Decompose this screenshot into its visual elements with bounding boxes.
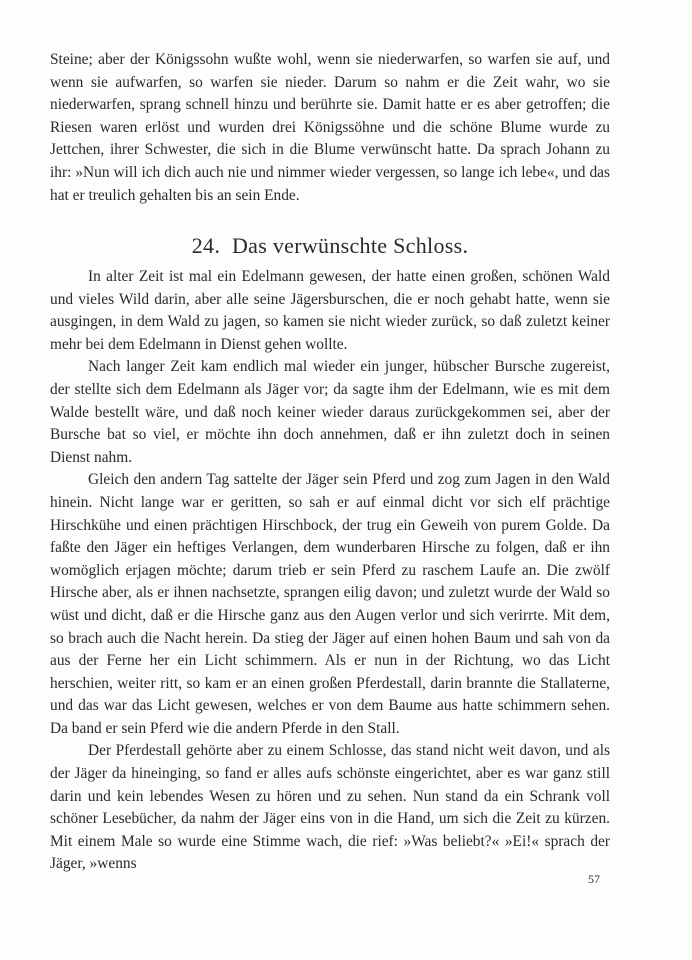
previous-story-ending: [50, 49, 610, 207]
paragraph: In alter Zeit ist mal ein Edelmann gewesen, der hatte einen großen, schönen Wald und vieles Wild darin, aber alle seine Jägersburschen, die er noch gehabt hatte, wenn sie ausgingen, in dem Wald zu jagen, so kamen sie nicht wieder zurück, so daß zuletzt keiner mehr bei dem Edelmann in Dienst gehen wollte.: [50, 268, 610, 353]
chapter-title: Das verwünschte Schloss.: [231, 233, 469, 258]
paragraph: Der Pferdestall gehörte aber zu einem Schlosse, das stand nicht weit davon, und als der Jäger da hineinging, so fand er alles aufs schönste eingerichtet, aber es war ganz still darin und kein lebendes Wesen zu hören und zu sehen. Nun stand da ein Schrank voll schöner Lesebücher, da nahm der Jäger eins von in die Hand, um sich die Zeit zu kürzen. Mit einem Male so wurde eine Stimme wach, die rief: »Was beliebt?« »Ei!« sprach der Jäger, »wenns: [50, 742, 610, 873]
page-number: 57: [588, 872, 600, 886]
paragraph: Steine; aber der Königssohn wußte wohl, wenn sie niederwarfen, so warfen sie auf, und wenn sie aufwarfen, so warfen sie nieder. Darum so nahm er die Zeit wahr, wo sie niederwarfen, sprang schnell hinzu und berührte sie. Damit hatte er es aber getroffen; die Riesen waren erlöst und wurden drei Königssöhne und die schöne Blume wurde zu Jettchen, ihrer Schwester, die sich in die Blume verwünscht hatte. Da sprach Johann zu ihr: »Nun will ich dich auch nie und nimmer wieder vergessen, so lange ich lebe«, und das hat er treulich gehalten bis an sein Ende.: [50, 51, 610, 204]
paragraph: Nach langer Zeit kam endlich mal wieder ein junger, hübscher Bursche zugereist, der stellte sich dem Edelmann als Jäger vor; da sagte ihm der Edelmann, wie es mit dem Walde bestellt wäre, und daß noch keiner wieder daraus zurückgekommen sei, aber der Bursche bat so viel, er möchte ihn doch annehmen, daß er ihn zuletzt doch in seinen Dienst nahm.: [50, 358, 610, 466]
paragraph: Gleich den andern Tag sattelte der Jäger sein Pferd und zog zum Jagen in den Wald hinein. Nicht lange war er geritten, so sah er auf einmal dicht vor sich elf prächtige Hirschkühe und einen prächtigen Hirschbock, der trug ein Geweih von purem Golde. Da faßte den Jäger ein heftiges Verlangen, dem wunderbaren Hirsche zu folgen, daß er ihn womöglich erjagen möchte; darum trieb er sein Pferd zu raschem Laufe an. Die zwölf Hirsche aber, als er ihnen nachsetzte, sprangen eilig davon; und zuletzt wurde der Wald so wüst und dicht, daß er die Hirsche ganz aus den Augen verlor und sich verirrte. Mit dem, so brach auch die Nacht herein. Da stieg der Jäger auf einen hohen Baum und sah von da aus der Ferne her ein Licht schimmern. Als er nun in der Richtung, wo das Licht herschien, weiter ritt, so kam er an einen großen Pferdestall, darin brannte die Stallaterne, und das war das Licht gewesen, welches er von dem Baume aus hatte schimmern sehen. Da band er sein Pferd wie die andern Pferde in den Stall.: [50, 471, 610, 737]
chapter-number: 24.: [191, 233, 221, 258]
chapter-body: [50, 266, 610, 876]
chapter-heading: [50, 232, 610, 260]
